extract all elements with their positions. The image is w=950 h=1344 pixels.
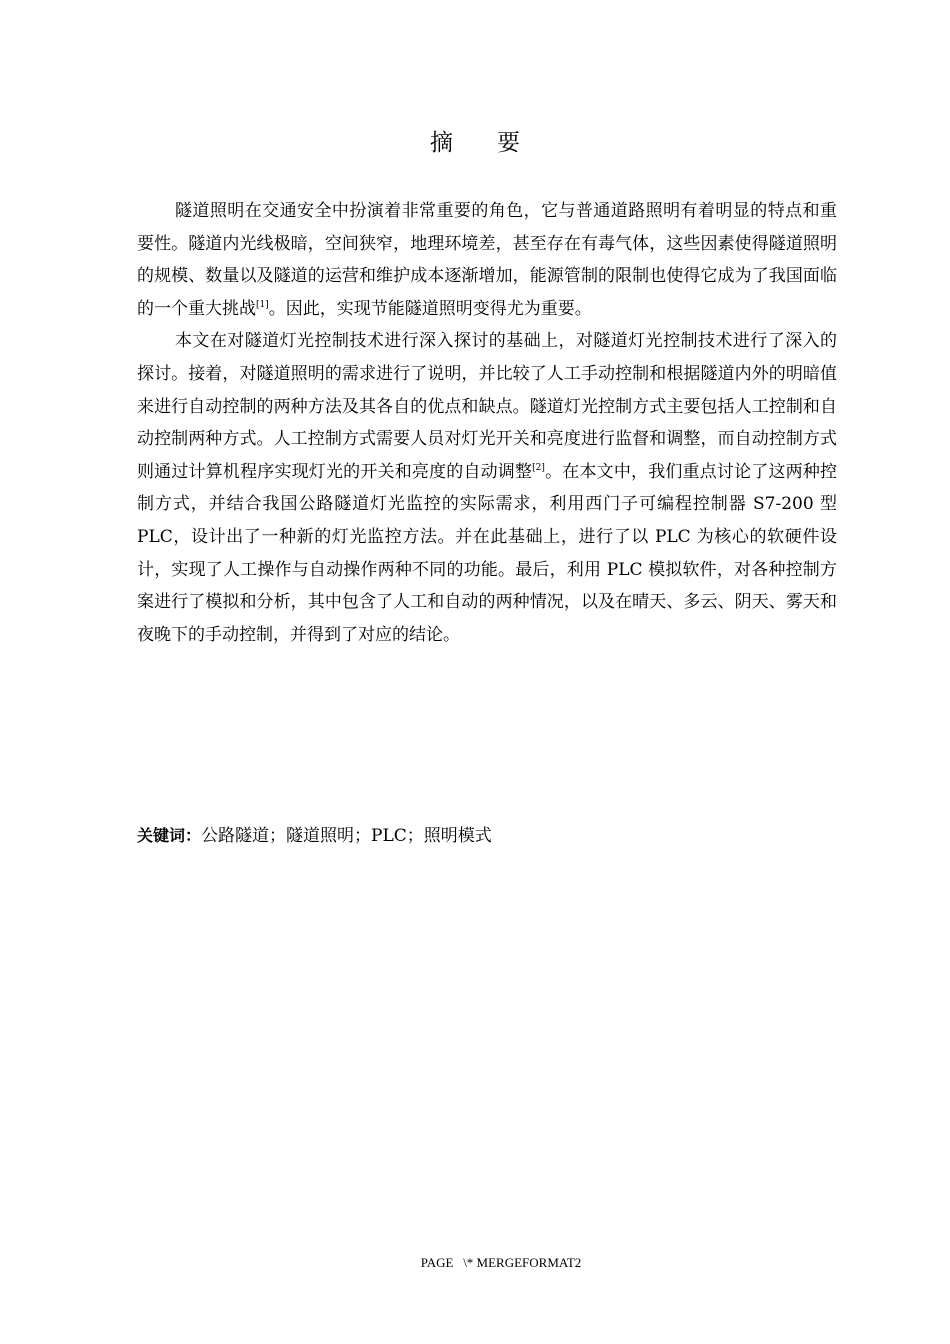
page-footer: PAGE \* MERGEFORMAT2 (420, 1255, 582, 1270)
abstract-body (137, 195, 837, 651)
keywords-label: 关键词： (137, 826, 202, 845)
abstract-paragraph-1 (137, 195, 837, 325)
keywords-line (137, 820, 837, 852)
keywords-value: 公路隧道；隧道照明；PLC；照明模式 (201, 826, 492, 846)
paragraph-2-text-a: 本文在对隧道灯光控制技术进行深入探讨的基础上，对隧道灯光控制技术进行了深入的探讨。接着，对隧道照明的需求进行了说明，并比较了人工手动控制和根据隧道内外的明暗值来进行自动控制的两种方法及其各自的优点和缺点。隧道灯光控制方式主要包括人工控制和自动控制两种方式。人工控制方式需要人员对灯光开关和亮度进行监督和调整，而自动控制方式则通过计算机程序实现灯光的开关和亮度的自动调整 (137, 331, 837, 482)
citation-ref-2: [2] (532, 462, 545, 473)
citation-ref-1: [1] (256, 299, 269, 310)
paragraph-1-text-b: 。因此，实现节能隧道照明变得尤为重要。 (268, 298, 592, 319)
abstract-title: 摘要 (430, 130, 564, 156)
paragraph-1-text-a: 隧道照明在交通安全中扮演着非常重要的角色，它与普通道路照明有着明显的特点和重要性。隧道内光线极暗，空间狭窄，地理环境差，甚至存在有毒气体，这些因素使得隧道照明的规模、数量以及隧道的运营和维护成本逐渐增加，能源管制的限制也使得它成为了我国面临的一个重大挑战 (137, 201, 837, 319)
paragraph-2-text-b: 。在本文中，我们重点讨论了这两种控制方式，并结合我国公路隧道灯光监控的实际需求，利用西门子可编程控制器 S7-200 型 PLC，设计出了一种新的灯光监控方法。并在此基础上，进行了以 PLC 为核心的软硬件设计，实现了人工操作与自动操作两种不同的功能。最后，利用 PLC 模拟软件，对各种控制方案进行了模拟和分析，其中包含了人工和自动的两种情况，以及在晴天、多云、阴天、雾天和夜晚下的手动控制，并得到了对应的结论。 (137, 461, 838, 645)
abstract-paragraph-2 (137, 325, 837, 651)
